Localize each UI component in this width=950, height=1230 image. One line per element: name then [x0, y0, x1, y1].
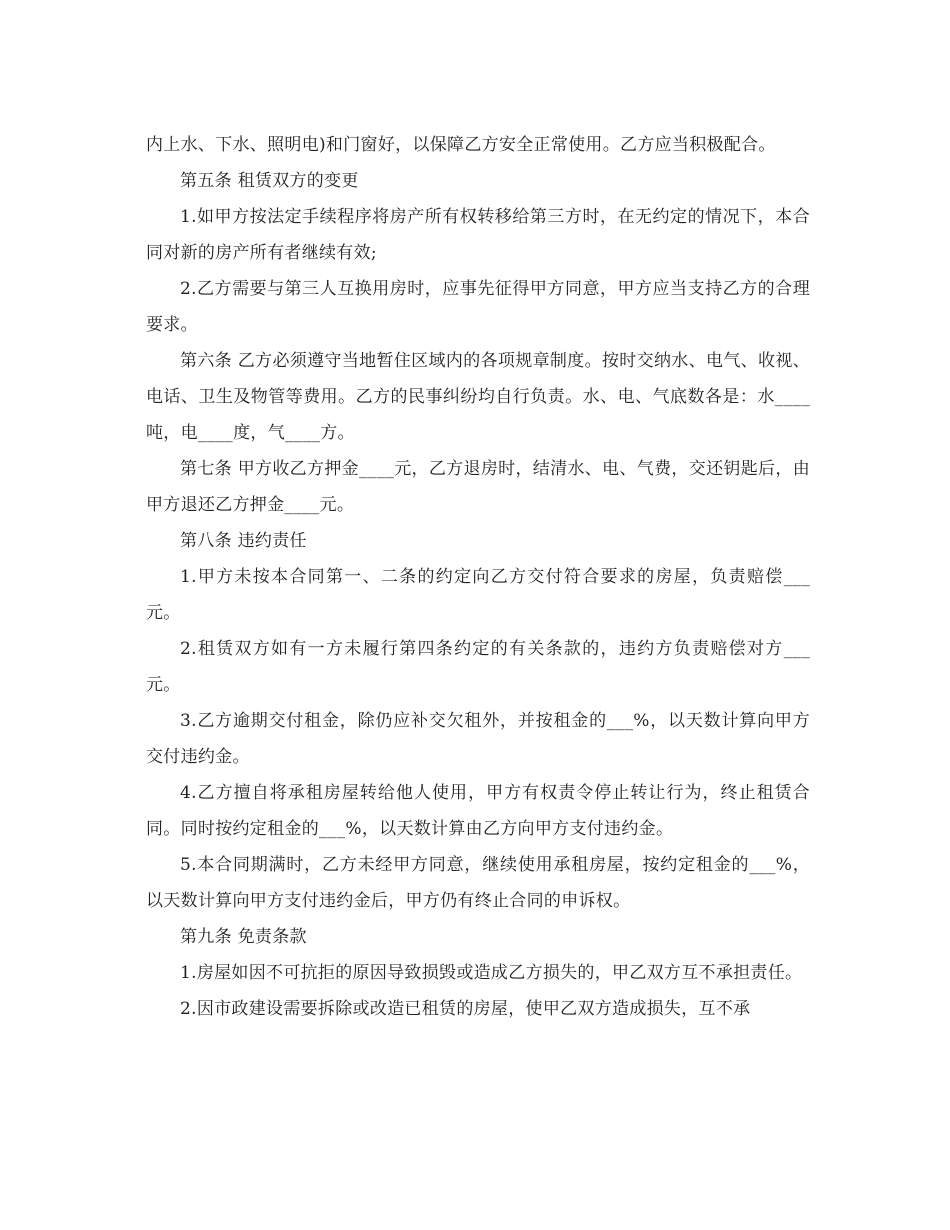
article-9-heading: 第九条 免责条款 — [180, 927, 307, 947]
article-8-clause-5: 5.本合同期满时，乙方未经甲方同意，继续使用承租房屋，按约定租金的___%，以天数计算向甲方支付违约金后，甲方仍有终止合同的申诉权。 — [146, 855, 810, 911]
article-8-heading: 第八条 违约责任 — [180, 531, 307, 551]
article-9-clause-2: 2.因市政建设需要拆除或改造已租赁的房屋，使甲乙双方造成损失，互不承 — [180, 999, 751, 1019]
article-8-clause-1: 1.甲方未按本合同第一、二条的约定向乙方交付符合要求的房屋，负责赔偿___元。 — [146, 567, 810, 623]
document-body — [146, 127, 810, 1027]
article-8-clause-2: 2.租赁双方如有一方未履行第四条约定的有关条款的，违约方负责赔偿对方___元。 — [146, 639, 810, 695]
article-7: 第七条 甲方收乙方押金____元，乙方退房时，结清水、电、气费，交还钥匙后，由甲方退还乙方押金____元。 — [146, 459, 810, 515]
article-5-clause-2: 2.乙方需要与第三人互换用房时，应事先征得甲方同意，甲方应当支持乙方的合理要求。 — [146, 279, 810, 335]
article-8-clause-3: 3.乙方逾期交付租金，除仍应补交欠租外，并按租金的___%，以天数计算向甲方交付违约金。 — [146, 711, 810, 767]
article-9-clause-1: 1.房屋如因不可抗拒的原因导致损毁或造成乙方损失的，甲乙双方互不承担责任。 — [180, 963, 803, 983]
article-6: 第六条 乙方必须遵守当地暂住区域内的各项规章制度。按时交纳水、电气、收视、电话、卫生及物管等费用。乙方的民事纠纷均自行负责。水、电、气底数各是：水____吨，电____度，气____方。 — [146, 351, 810, 443]
article-5-heading: 第五条 租赁双方的变更 — [180, 171, 359, 191]
article-8-clause-4: 4.乙方擅自将承租房屋转给他人使用，甲方有权责令停止转让行为，终止租赁合同。同时按约定租金的___%，以天数计算由乙方向甲方支付违约金。 — [146, 783, 810, 839]
paragraph-continuation: 内上水、下水、照明电)和门窗好，以保障乙方安全正常使用。乙方应当积极配合。 — [146, 135, 776, 155]
article-5-clause-1: 1.如甲方按法定手续程序将房产所有权转移给第三方时，在无约定的情况下，本合同对新的房产所有者继续有效; — [146, 207, 810, 263]
